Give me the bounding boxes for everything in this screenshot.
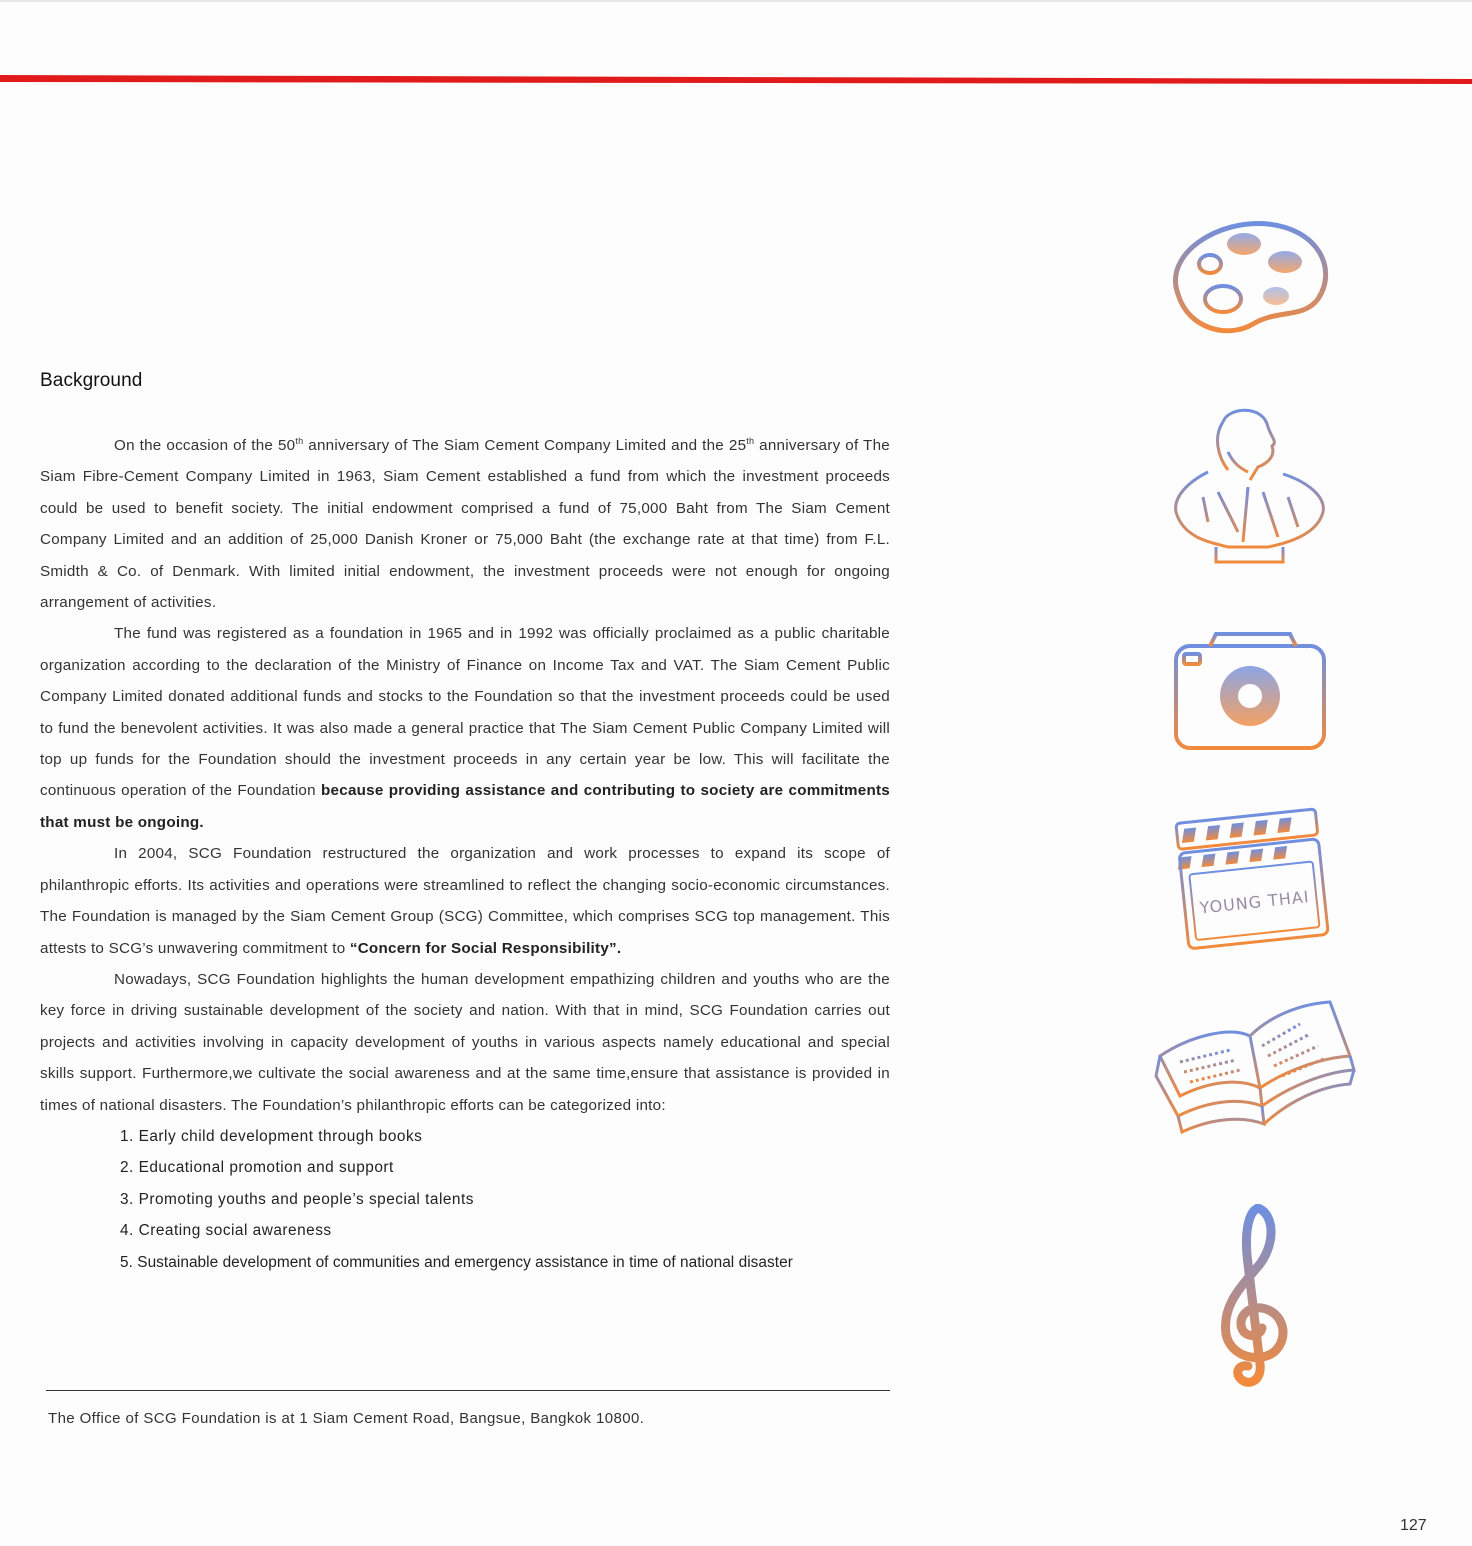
paragraph-1	[40, 430, 890, 618]
clapperboard-icon	[1172, 806, 1330, 950]
paragraph-2	[40, 618, 890, 838]
paragraph-1-text-c: anniversary of The Siam Fibre-Cement Company Limited in 1963, Siam Cement established a fund from which the investment proceeds could be used to benefit society. The initial endowment comprised a fund of 75,000 Baht from The Siam Cement Company Limited and an addition of 25,000 Danish Kroner or 75,000 Baht (the exchange rate at that time) from F.L. Smidth & Co. of Denmark. With limited initial endowment, the investment proceeds were not enough for ongoing arrangement of activities.	[40, 437, 890, 612]
office-address-note: The Office of SCG Foundation is at 1 Siam Cement Road, Bangsue, Bangkok 10800.	[48, 1410, 645, 1427]
top-edge	[0, 0, 1472, 2]
open-book-icon	[1150, 996, 1356, 1142]
superscript-th-1: th	[295, 435, 304, 446]
paragraph-1-text-b: anniversary of The Siam Cement Company Limited and the 25	[303, 437, 747, 454]
list-item: 3. Promoting youths and people’s special talents	[120, 1190, 474, 1208]
paragraph-2-bold: because providing assistance and contributing to society are commitments that must be ongoing.	[40, 782, 891, 831]
list-item: 2. Educational promotion and support	[120, 1159, 394, 1177]
clapboard-label: YOUNG THAI	[1198, 887, 1311, 918]
palette-icon	[1158, 214, 1338, 344]
camera-icon	[1170, 628, 1330, 754]
list-item: 5. Sustainable development of communities and emergency assistance in time of national disaster	[120, 1253, 793, 1271]
paragraph-4: Nowadays, SCG Foundation highlights the human development empathizing children and youths who are the key force in driving sustainable development of the society and nation. With that in mind, SCG Foundation carries out projects and activities involving in capacity development of youths in various aspects namely educational and special skills support. Furthermore,we cultivate the social awareness and at the same time,ensure that assistance is provided in times of national disasters. The Foundation’s philanthropic efforts can be categorized into:	[40, 970, 890, 1114]
section-heading: Background	[40, 370, 143, 391]
paragraph-2-text: The fund was registered as a foundation in 1965 and in 1992 was officially proclaimed as a public charitable organization according to the declaration of the Ministry of Finance on Income Tax and VAT. The Siam Cement Public Company Limited donated additional funds and stocks to the Foundation so that the investment proceeds could be used to fund the benevolent activities. It was also made a general practice that The Siam Cement Public Company Limited will top up funds for the Foundation should the investment proceeds in any certain year be low. This will facilitate the continuous operation of the Foundation	[40, 625, 890, 800]
superscript-th-2: th	[746, 435, 755, 446]
treble-clef-icon	[1214, 1204, 1294, 1390]
bust-statue-icon	[1168, 402, 1328, 572]
paragraph-3	[40, 838, 890, 964]
list-item: 4. Creating social awareness	[120, 1222, 332, 1240]
main-content	[40, 370, 890, 1278]
paragraph-3-text: In 2004, SCG Foundation restructured the organization and work processes to expand its scope of philanthropic efforts. Its activities and operations were streamlined to reflect the changing socio-economic circumstances. The Foundation is managed by the Siam Cement Group (SCG) Committee, which comprises SCG top management. This attests to SCG’s unwavering commitment to	[40, 845, 890, 957]
paragraph-3-bold: “Concern for Social Responsibility”.	[349, 939, 622, 957]
footnote-rule	[46, 1390, 890, 1391]
efforts-list	[40, 1121, 890, 1278]
list-item: 1. Early child development through books	[120, 1127, 423, 1145]
paragraph-1-text-a: On the occasion of the 50	[114, 437, 296, 454]
page-number: 127	[1400, 1517, 1427, 1534]
red-header-rule	[0, 72, 1472, 86]
